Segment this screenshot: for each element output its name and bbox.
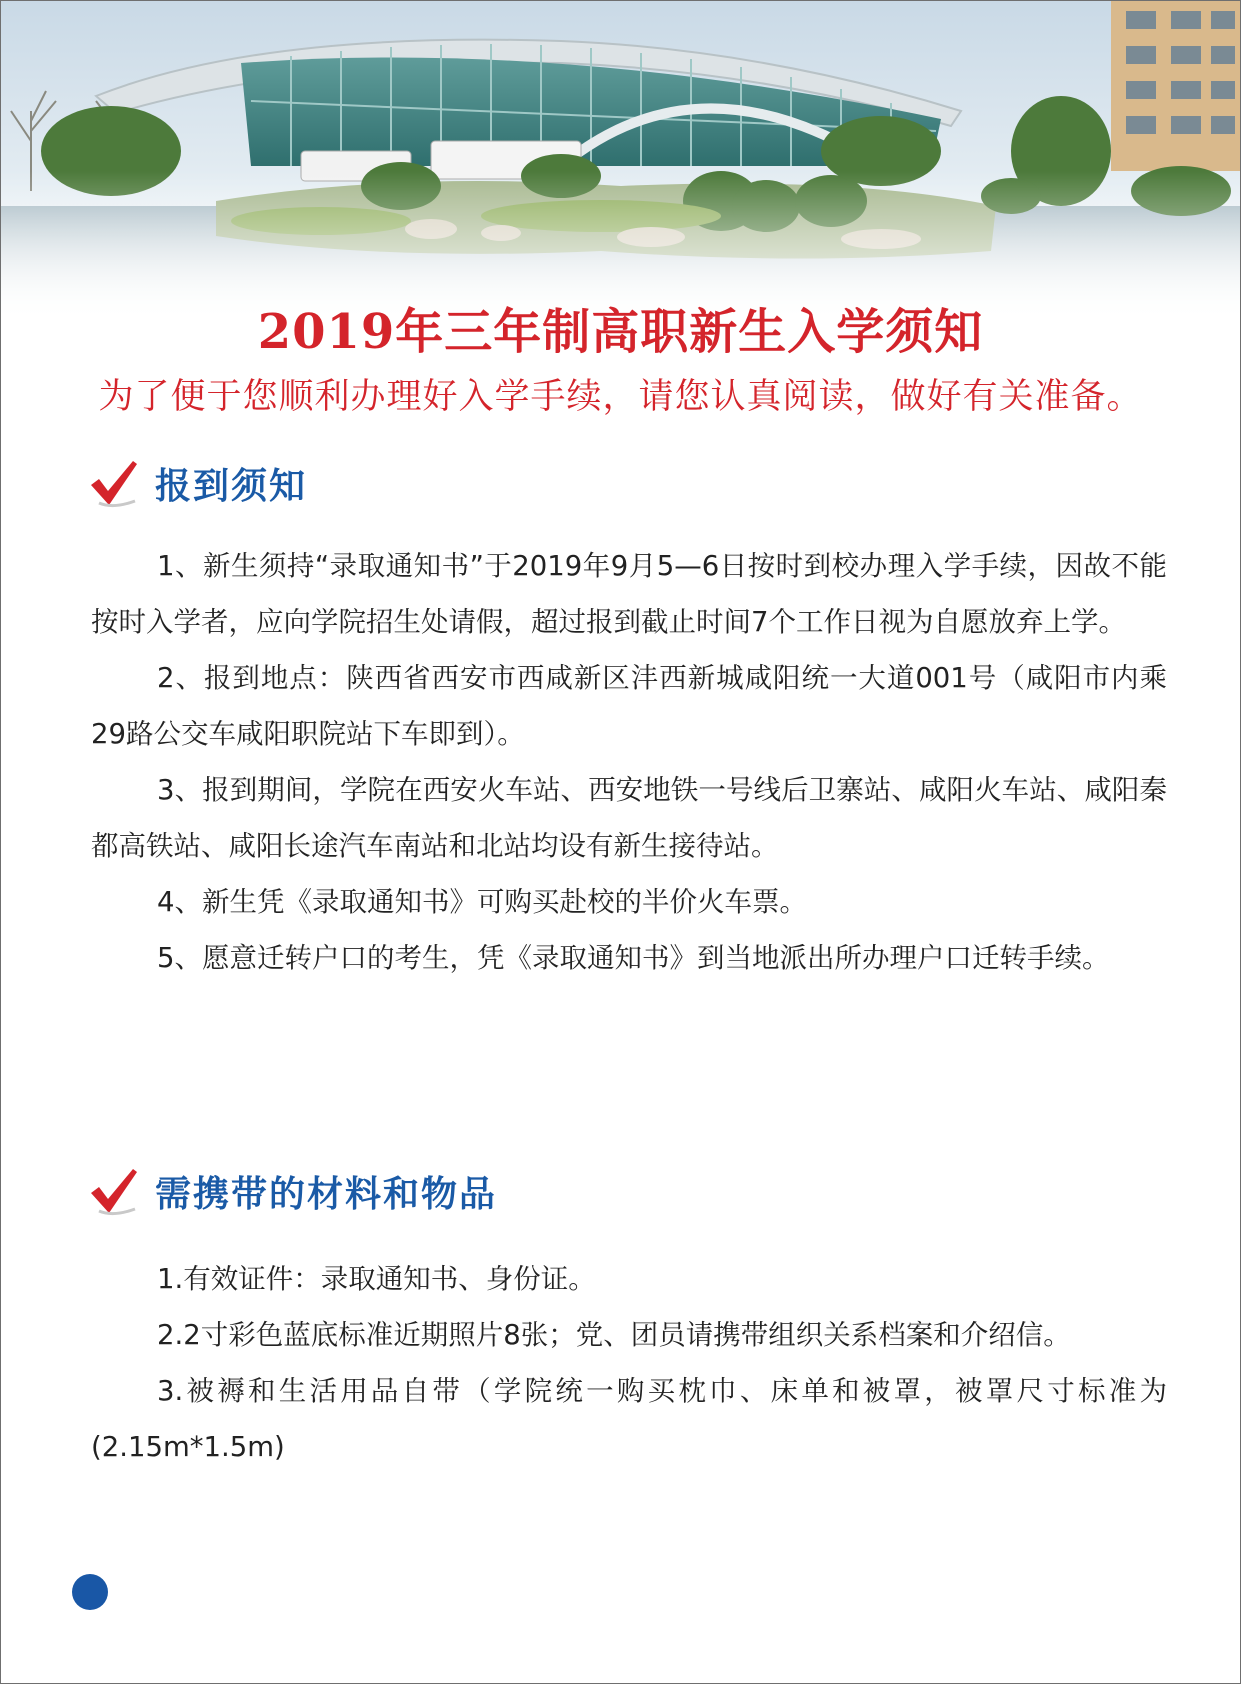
circle-dot-icon (72, 1574, 108, 1610)
list-item: 5、愿意迁转户口的考生，凭《录取通知书》到当地派出所办理户口迁转手续。 (157, 942, 1110, 974)
list-item: 1、新生须持“录取通知书”于2019年9月5—6日按时到校办理入学手续，因故不能按时入学者，应向学院招生处请假，超过报到截止时间7个工作日视为自愿放弃上学。 (91, 550, 1167, 638)
page-subtitle: 为了便于您顺利办理好入学手续，请您认真阅读，做好有关准备。 (98, 377, 1143, 417)
list-item: 1.有效证件：录取通知书、身份证。 (157, 1263, 596, 1295)
list-item: 2.2寸彩色蓝底标准近期照片8张；党、团员请携带组织关系档案和介绍信。 (157, 1319, 1071, 1351)
list-item: 2、报到地点：陕西省西安市西咸新区沣西新城咸阳统一大道001号（咸阳市内乘29路公交车咸阳职院站下车即到）。 (91, 662, 1167, 750)
page-title: 2019年三年制高职新生入学须知 (257, 304, 984, 360)
check-mark-icon (87, 457, 139, 509)
section-heading-registration (87, 453, 307, 513)
section-heading-materials (87, 1161, 497, 1221)
registration-list (91, 538, 1167, 986)
materials-list (91, 1251, 1167, 1475)
check-mark-icon (87, 1165, 139, 1217)
campus-photo (1, 1, 1240, 321)
list-item: 4、新生凭《录取通知书》可购买赴校的半价火车票。 (157, 886, 807, 918)
section-title: 报到须知 (155, 465, 308, 507)
list-item: 3.被褥和生活用品自带（学院统一购买枕巾、床单和被罩，被罩尺寸标准为(2.15m*1.5m) (91, 1375, 1167, 1463)
list-item: 3、报到期间，学院在西安火车站、西安地铁一号线后卫寨站、咸阳火车站、咸阳秦都高铁站、咸阳长途汽车南站和北站均设有新生接待站。 (91, 774, 1167, 862)
section-title: 需携带的材料和物品 (155, 1173, 498, 1215)
